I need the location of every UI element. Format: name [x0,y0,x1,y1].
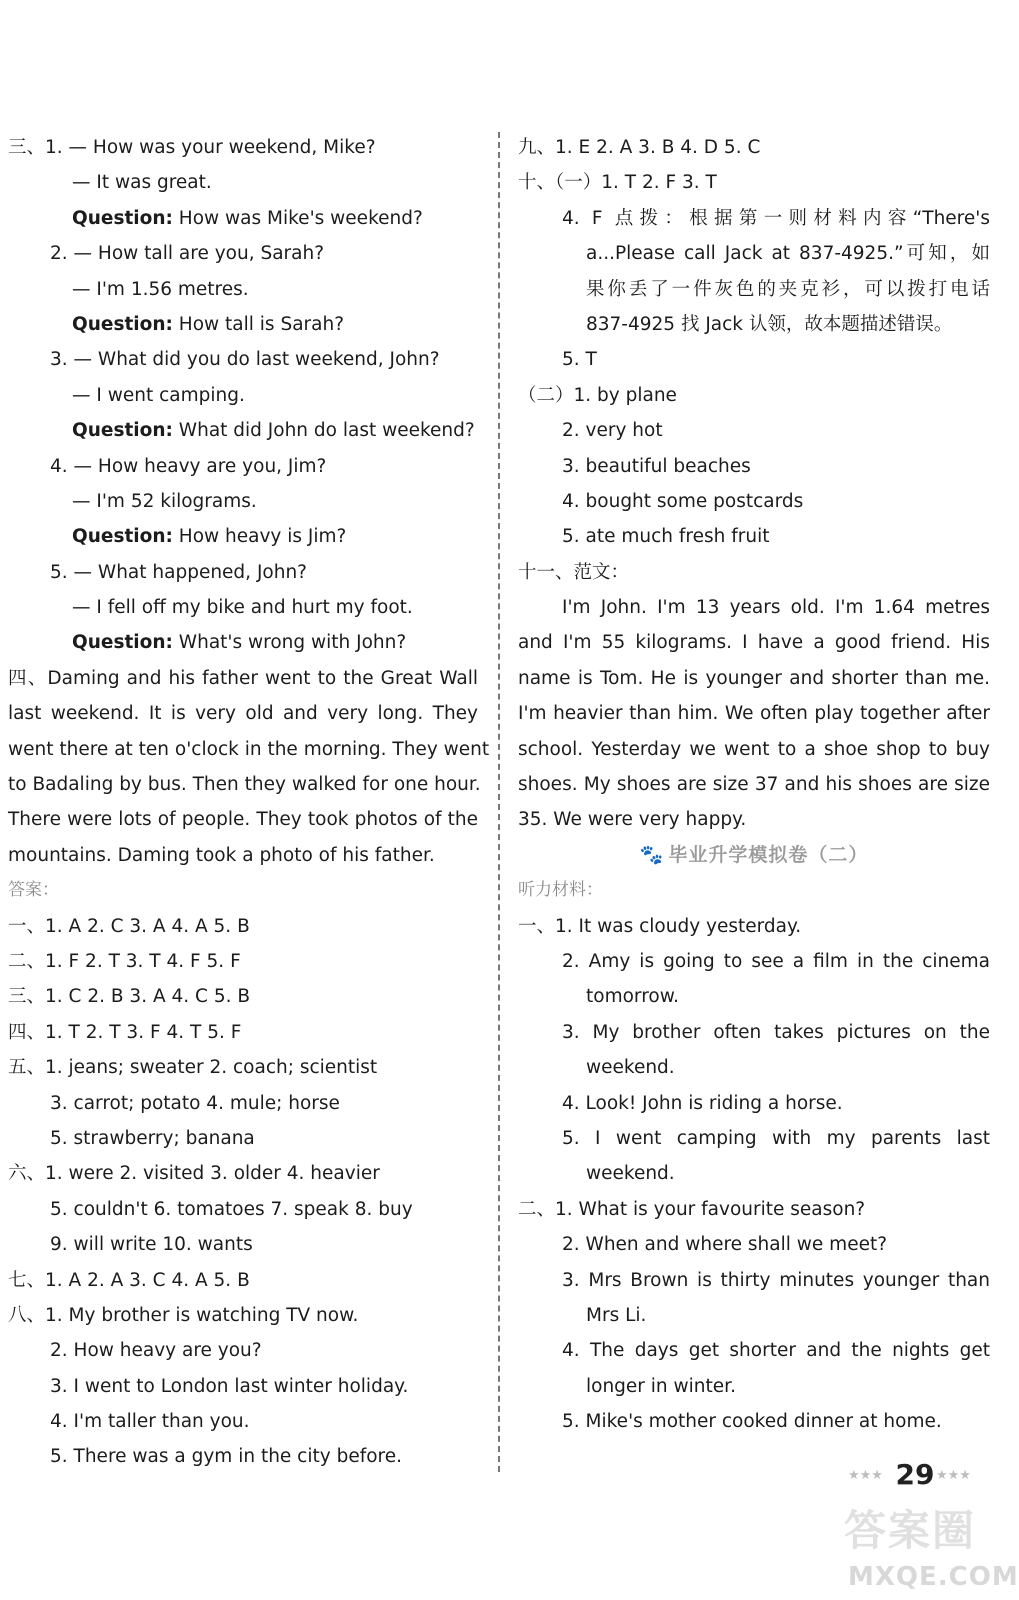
star-icon: ★★★ [936,1468,971,1483]
watermark-site: MXQE.COM [848,1562,1019,1592]
line-text: 5. strawberry; banana [50,1127,255,1149]
line-text: 2. — How tall are you, Sarah? [50,243,325,265]
left-line [8,979,478,1014]
left-line [8,909,478,944]
left-line [8,625,478,660]
line-text: 4. F 点拨：根据第一则材料内容“There's [562,207,990,229]
line-text: 十、（一）1. T 2. F 3. T [518,172,717,194]
line-text: — I fell off my bike and hurt my foot. [72,597,413,619]
question-label: Question: [72,207,173,229]
question-label: Question: [72,526,173,548]
right-line [518,449,990,484]
line-text: 4. — How heavy are you, Jim? [50,455,327,477]
right-line [518,307,990,342]
right-line [518,767,990,802]
line-text: I'm John. I'm 13 years old. I'm 1.64 metres [562,597,990,619]
left-line [8,1369,478,1404]
right-line [518,1192,990,1227]
line-text: 果你丢了一件灰色的夹克衫，可以拨打电话 [586,278,990,300]
question-label: Question: [72,313,173,335]
line-text: What did John do last weekend? [172,420,475,442]
line-text: 5. T [562,349,597,371]
line-text: — I'm 1.56 metres. [72,278,249,300]
left-line [8,590,478,625]
line-text: 五、1. jeans; sweater 2. coach; scientist [8,1057,378,1079]
right-line [518,979,990,1014]
right-line [518,165,990,200]
left-line [8,1333,478,1368]
line-text: 四、Daming and his father went to the Great Wall [8,667,478,689]
left-line [8,1263,478,1298]
line-text: How was Mike's weekend? [172,207,423,229]
line-text: 35. We were very happy. [518,809,747,831]
line-text: 三、1. C 2. B 3. A 4. C 5. B [8,986,251,1008]
right-line [518,1086,990,1121]
right-line [518,1298,990,1333]
line-text: I'm heavier than him. We often play together after [518,703,990,725]
section-title [518,838,990,873]
line-text: 四、1. T 2. T 3. F 4. T 5. F [8,1021,242,1043]
line-text: shoes. My shoes are size 37 and his shoes are size [518,774,990,796]
question-label: Question: [72,420,173,442]
left-line [8,1121,478,1156]
left-line [8,1086,478,1121]
left-line [8,272,478,307]
left-line [8,1192,478,1227]
right-line [518,130,990,165]
line-text: 3. Mrs Brown is thirty minutes younger than [562,1269,990,1291]
line-text: There were lots of people. They took photos of the [8,809,478,831]
right-line [518,944,990,979]
line-text: 9. will write 10. wants [50,1234,253,1256]
paw-icon: 🐾 [639,843,665,866]
left-column [8,130,490,1475]
line-text: 八、1. My brother is watching TV now. [8,1304,359,1326]
left-line [8,767,481,802]
left-line [8,1404,478,1439]
right-line [518,1263,990,1298]
right-line [518,236,990,271]
right-line [518,484,990,519]
line-text: 十一、范文： [518,561,630,583]
line-text: 一、1. A 2. C 3. A 4. A 5. B [8,915,250,937]
line-text: tomorrow. [586,986,680,1008]
line-text: weekend. [586,1163,675,1185]
right-line [518,201,990,236]
line-text: 六、1. were 2. visited 3. older 4. heavier [8,1163,380,1185]
line-text: mountains. Daming took a photo of his father. [8,844,435,866]
left-line [8,944,478,979]
line-text: （二）1. by plane [518,384,677,406]
line-text: 5. Mike's mother cooked dinner at home. [562,1411,942,1433]
line-text: school. Yesterday we went to a shoe shop to buy [518,738,990,760]
right-line [518,555,990,590]
right-line [518,1404,990,1439]
right-line [518,909,990,944]
star-icon: ★★★ [848,1468,883,1483]
line-text: 2. How heavy are you? [50,1340,262,1362]
left-line [8,838,478,873]
line-text: 3. beautiful beaches [562,455,751,477]
line-text: 4. The days get shorter and the nights get [562,1340,990,1362]
line-text: a...Please call Jack at 837-4925.”可知，如 [586,243,990,265]
line-text: 三、1. — How was your weekend, Mike? [8,137,376,158]
right-line [518,1227,990,1262]
right-line [518,342,990,377]
line-text: 3. carrot; potato 4. mule; horse [50,1092,340,1114]
left-line [8,1050,478,1085]
right-line [518,519,990,554]
left-line [8,378,478,413]
question-label: Question: [72,632,173,654]
column-divider [498,132,500,1472]
line-text: 2. When and where shall we meet? [562,1234,888,1256]
line-text: What's wrong with John? [172,632,407,654]
watermark-logo: 答案圈 [844,1506,977,1555]
line-text: — It was great. [72,172,212,194]
page-footer [840,1458,1019,1598]
line-text: — I'm 52 kilograms. [72,490,257,512]
line-text: 5. I went camping with my parents last [562,1127,990,1149]
right-line [518,1050,990,1085]
right-line [518,696,990,731]
line-text: 一、1. It was cloudy yesterday. [518,915,802,937]
line-text: 4. I'm taller than you. [50,1411,250,1433]
left-line [8,165,478,200]
line-text: 听力材料： [518,880,603,901]
left-line [8,519,478,554]
line-text: 3. — What did you do last weekend, John? [50,349,440,371]
left-line [8,342,478,377]
right-line [518,625,990,660]
line-text: 3. My brother often takes pictures on the [562,1021,990,1043]
right-line [518,1015,990,1050]
line-text: 二、1. What is your favourite season? [518,1198,866,1220]
left-line [8,696,478,731]
page-number: 29 [895,1458,935,1491]
line-text: 2. very hot [562,420,663,442]
line-text: longer in winter. [586,1375,736,1397]
left-line [8,1156,478,1191]
line-text: 七、1. A 2. A 3. C 4. A 5. B [8,1269,250,1291]
line-text: 5. There was a gym in the city before. [50,1446,402,1468]
line-text: 4. Look! John is riding a horse. [562,1092,843,1114]
right-line [518,413,990,448]
line-text: How heavy is Jim? [172,526,347,548]
line-text: — I went camping. [72,384,245,406]
left-line [8,1015,478,1050]
right-line [518,590,990,625]
left-line [8,449,478,484]
right-line [518,802,990,837]
right-column [518,130,990,1439]
right-line [518,1369,990,1404]
left-line [8,555,478,590]
right-line [518,661,990,696]
left-line [8,873,478,908]
line-text: went there at ten o'clock in the morning. They went [8,738,490,760]
left-line [8,1298,478,1333]
right-line [518,1121,990,1156]
right-line [518,378,990,413]
left-line [8,130,478,165]
right-line [518,1156,990,1191]
left-line [8,732,490,767]
left-line [8,802,478,837]
left-line [8,307,478,342]
line-text: 3. I went to London last winter holiday. [50,1375,409,1397]
line-text: 4. bought some postcards [562,490,804,512]
line-text: 二、1. F 2. T 3. T 4. F 5. F [8,950,241,972]
line-text: to Badaling by bus. Then they walked for one hour. [8,774,481,796]
line-text: and I'm 55 kilograms. I have a good friend. His [518,632,990,654]
left-line [8,1227,478,1262]
right-line [518,272,990,307]
right-line [518,1333,990,1368]
line-text: 毕业升学模拟卷（二） [668,843,869,866]
left-line [8,484,478,519]
line-text: 九、1. E 2. A 3. B 4. D 5. C [518,137,761,158]
left-line [8,1439,478,1474]
left-line [8,201,478,236]
line-text: 837-4925 找 Jack 认领，故本题描述错误。 [586,313,953,335]
line-text: How tall is Sarah? [172,313,345,335]
right-line [518,732,990,767]
line-text: 2. Amy is going to see a film in the cinema [562,950,990,972]
line-text: 5. ate much fresh fruit [562,526,770,548]
line-text: last weekend. It is very old and very long. They [8,703,478,725]
left-line [8,236,478,271]
right-line [518,873,990,908]
left-line [8,413,478,448]
line-text: 5. — What happened, John? [50,561,307,583]
line-text: 答案： [8,880,59,901]
left-line [8,661,478,696]
line-text: Mrs Li. [586,1304,647,1326]
line-text: name is Tom. He is younger and shorter than me. [518,667,990,689]
line-text: 5. couldn't 6. tomatoes 7. speak 8. buy [50,1198,413,1220]
line-text: weekend. [586,1057,675,1079]
